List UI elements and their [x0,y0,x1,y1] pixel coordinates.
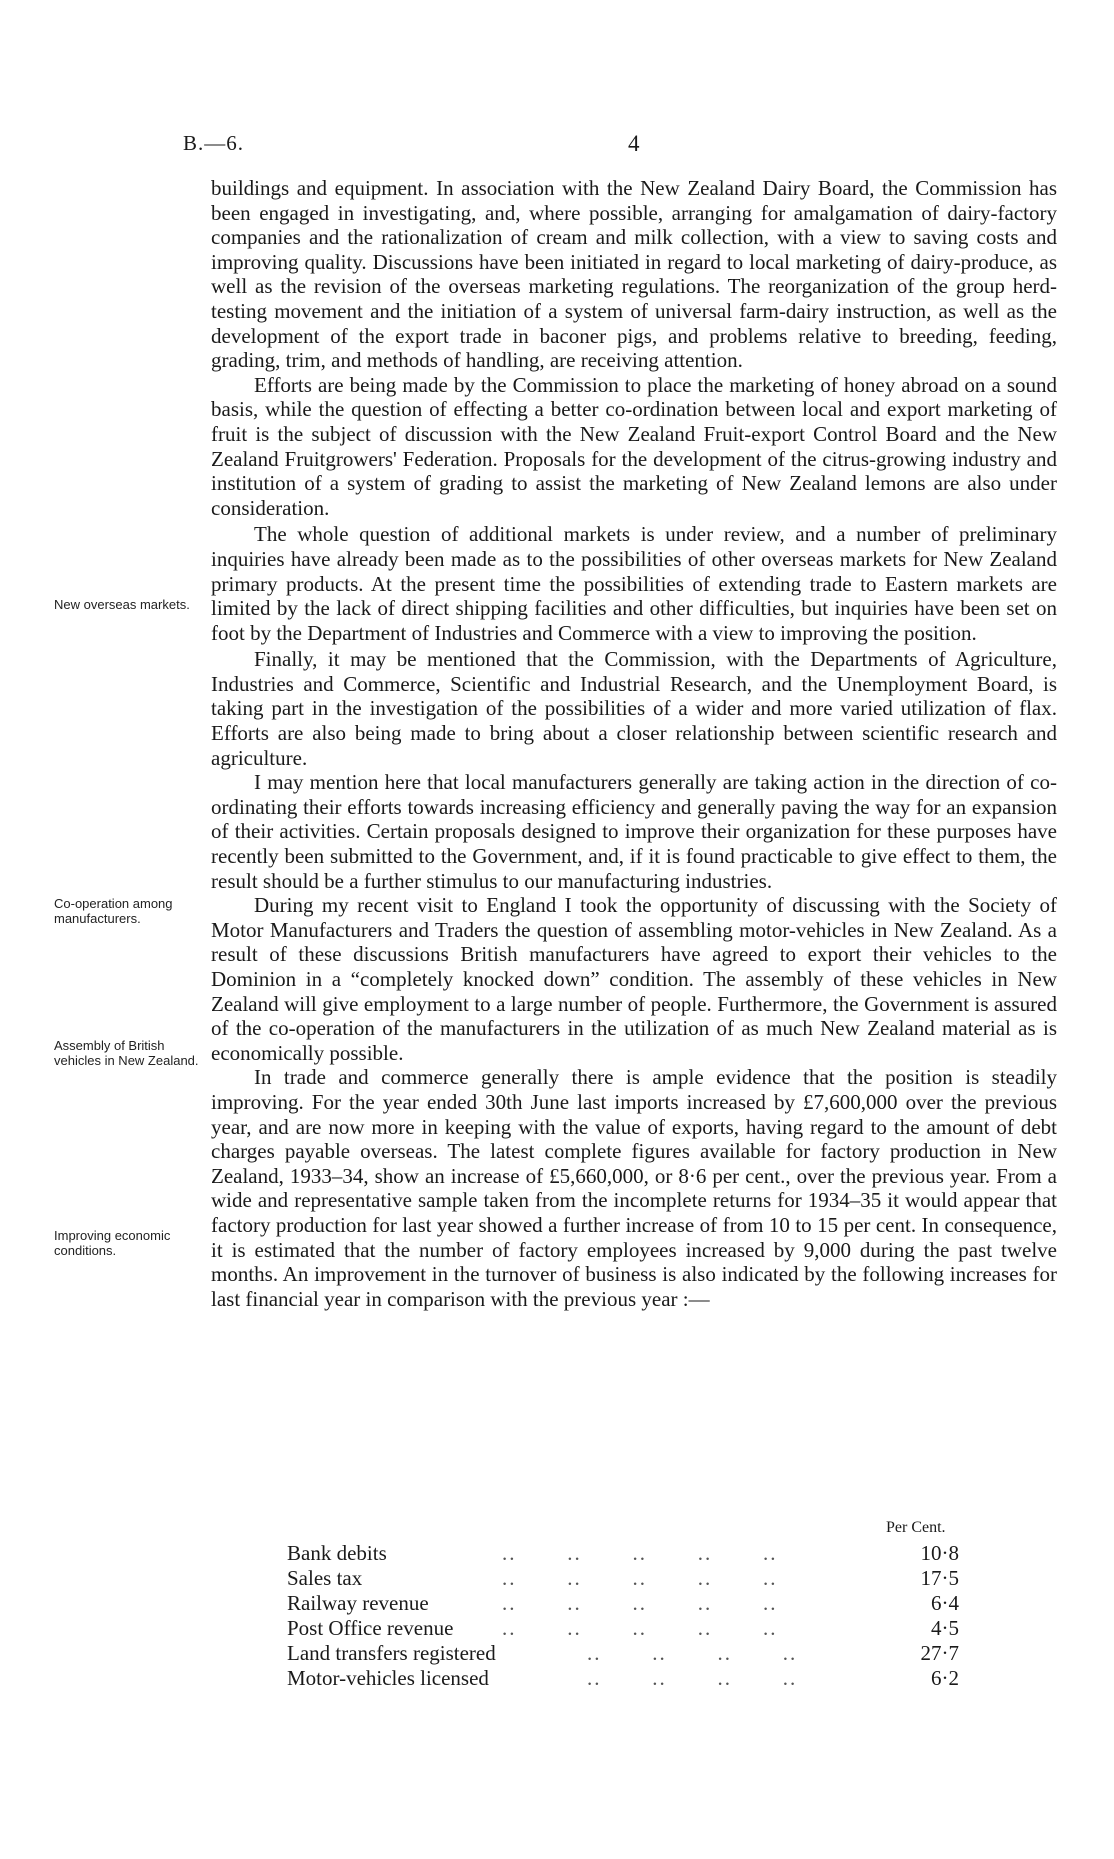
row-label: Railway revenue [287,1591,429,1615]
side-note-new-overseas-markets: New overseas markets. [54,597,190,612]
paragraph-motor-assembly: During my recent visit to England I took the opportunity of discussing with the Society of Motor Manufacturers and Traders the question of assembling motor-vehicles in New Zealand. As a result of these discussions British manufacturers have agreed to export their vehicles to the Dominion in a “completely knocked down” condition. The assembly of these vehicles in New Zealand will give employment to a large number of people. Furthermore, the Government is assured of the co-operation of the manufacturers in the utilization of as much New Zealand material as is economically possible. [211,893,1057,1065]
paragraph-honey-fruit: Efforts are being made by the Commission to place the marketing of honey abroad on a sound basis, while the question of effecting a better co-ordination between local and export marketing of fruit is the subject of discussion with the New Zealand Fruit-export Control Board and the New Zealand Fruitgrowers' Federation. Proposals for the development of the citrus-growing industry and institution of a system of grading to assist the marketing of New Zealand lemons are also under consideration. [211,372,1057,520]
page-number: 4 [628,131,640,156]
row-label: Sales tax [287,1566,363,1590]
dot-leaders: .. .. .. .. .. [502,1591,778,1615]
paragraph-trade-commerce: In trade and commerce generally there is ample evidence that the position is steadily improving. For the year ended 30th June last imports increased by £7,600,000 over the previous year, and are now more in keeping with the value of exports, having regard to the amount of debt charges payable overseas. The latest complete figures available for factory production in New Zealand, 1933–34, show an increase of £5,660,000, or 8·6 per cent., over the previous year. From a wide and representative sample taken from the incomplete returns for 1934–35 it would appear that factory production for last year showed a further increase of from 10 to 15 per cent. In consequence, it is estimated that the number of factory employees increased by 9,000 during the past twelve months. An improvement in the turnover of business is also indicated by the following increases for last financial year in comparison with the previous year :— [211,1065,1057,1311]
row-label: Motor-vehicles licensed [287,1666,489,1690]
row-value: 17·5 [920,1566,959,1590]
table-row [287,1641,987,1666]
paragraph-flax: Finally, it may be mentioned that the Commission, with the Departments of Agriculture, Industries and Commerce, Scientific and Industrial Research, and the Unemployment Board, is taking part in the investigation of the possibilities of a wider and more varied utilization of flax. Efforts are also being made to bring about a closer relationship between scientific research and agriculture. [211,647,1057,770]
side-note-improving-conditions: Improving economic conditions. [54,1228,171,1258]
row-value: 4·5 [931,1616,959,1640]
dot-leaders: .. .. .. .. .. [502,1616,778,1640]
row-value: 6·4 [931,1591,959,1615]
table-row [287,1541,987,1566]
row-label: Land transfers registered [287,1641,496,1665]
row-value: 10·8 [920,1541,959,1565]
table-row [287,1616,987,1641]
document-reference: B.—6. [183,131,245,155]
paragraph-cooperation: I may mention here that local manufacturers generally are taking action in the direction of co-ordinating their efforts towards increasing efficiency and generally paving the way for an expansion of their activities. Certain proposals designed to improve their organization for these purposes have recently been submitted to the Government, and, if it is found practicable to give effect to them, the result should be a further stimulus to our manufacturing industries. [211,770,1057,893]
paragraph-dairy: buildings and equipment. In association with the New Zealand Dairy Board, the Commission has been engaged in investigating, and, where possible, arranging for amalgamation of dairy-factory companies and the rationalization of cream and milk collection, with a view to saving costs and improving quality. Discussions have been initiated in regard to local marketing of dairy-produce, as well as the revision of the overseas marketing regulations. The reorganization of the group herd-testing movement and the initiation of a system of universal farm-dairy instruction, as well as the development of the export trade in baconer pigs, and problems relative to breeding, feeding, grading, trim, and methods of handling, are receiving attention. [211,176,1057,373]
side-note-assembly: Assembly of British vehicles in New Zealand. [54,1038,199,1068]
paragraph-new-markets: The whole question of additional markets is under review, and a number of preliminary inquiries have already been made as to the possibilities of other overseas markets for New Zealand primary products. At the present time the possibilities of extending trade to Eastern markets are limited by the lack of direct shipping facilities and other difficulties, but inquiries have been set on foot by the Department of Industries and Commerce with a view to improving the position. [211,522,1057,645]
table-row [287,1666,987,1691]
table-row [287,1591,987,1616]
dot-leaders: .. .. .. .. [587,1666,798,1690]
dot-leaders: .. .. .. .. .. [502,1541,778,1565]
side-note-cooperation: Co-operation among manufacturers. [54,896,173,926]
row-label: Bank debits [287,1541,387,1565]
dot-leaders: .. .. .. .. .. [502,1566,778,1590]
table-column-header: Per Cent. [886,1519,946,1536]
body-text [211,176,1057,1311]
table-rows [287,1541,987,1691]
row-value: 6·2 [931,1666,959,1690]
dot-leaders: .. .. .. .. [587,1641,798,1665]
page-header [0,131,1114,163]
row-label: Post Office revenue [287,1616,454,1640]
table-row [287,1566,987,1591]
row-value: 27·7 [920,1641,959,1665]
